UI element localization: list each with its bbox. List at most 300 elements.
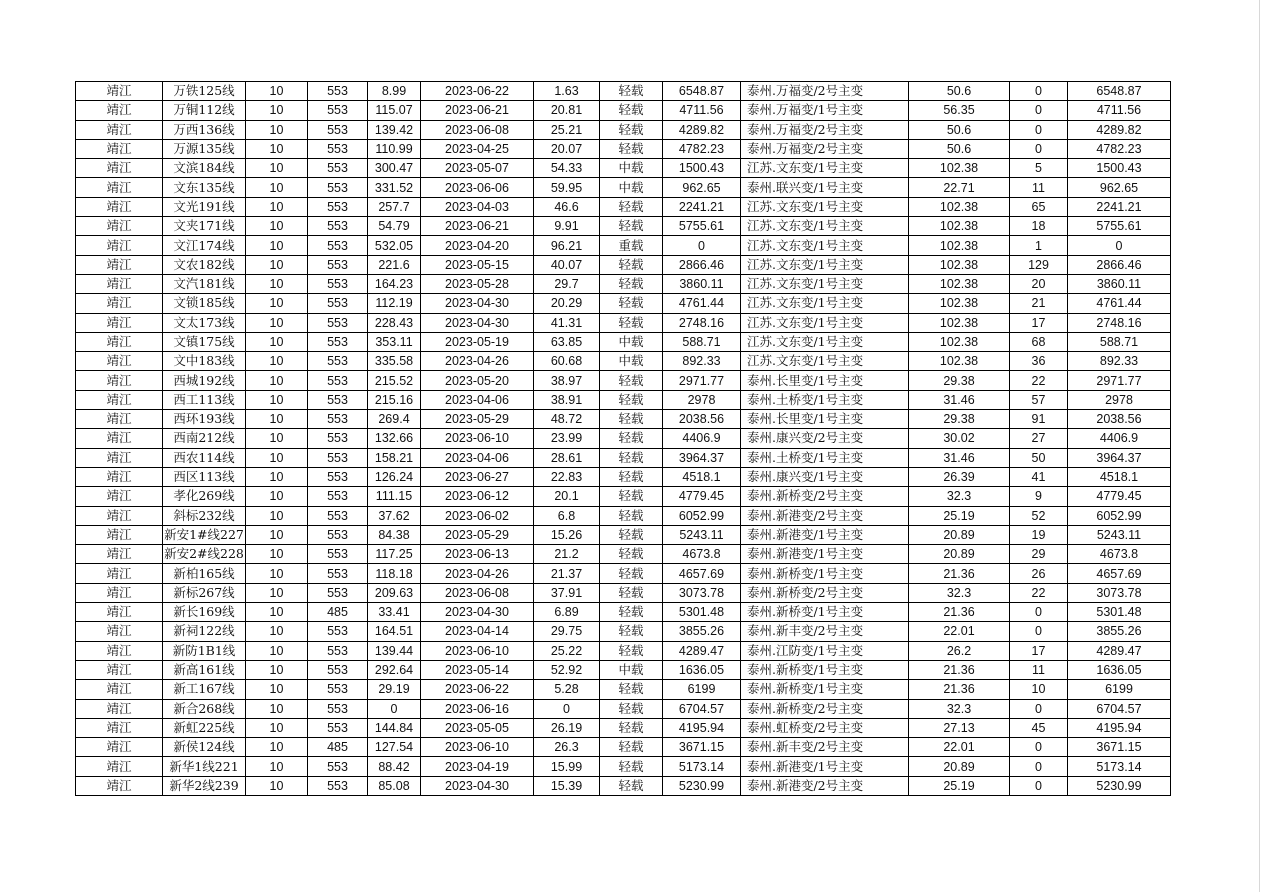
cell-transformer-load-rate: 21.36 bbox=[909, 564, 1010, 583]
cell-transformer: 泰州.万福变/2号主变 bbox=[741, 120, 909, 139]
cell-available-capacity: 5755.61 bbox=[663, 217, 741, 236]
cell-transformer-load-rate: 50.6 bbox=[909, 139, 1010, 158]
cell-open-capacity: 2038.56 bbox=[1068, 410, 1171, 429]
cell-load-rate: 9.91 bbox=[534, 217, 600, 236]
cell-available-capacity: 2748.16 bbox=[663, 313, 741, 332]
cell-capacity: 553 bbox=[308, 332, 368, 351]
cell-capacity: 553 bbox=[308, 583, 368, 602]
cell-voltage: 10 bbox=[246, 352, 308, 371]
cell-open-capacity: 2978 bbox=[1068, 390, 1171, 409]
page-edge-divider bbox=[1259, 0, 1260, 892]
cell-line-name: 西城192线 bbox=[163, 371, 246, 390]
cell-load-rate: 15.39 bbox=[534, 776, 600, 795]
cell-load-rate: 20.81 bbox=[534, 101, 600, 120]
cell-transformer: 江苏.文东变/1号主变 bbox=[741, 197, 909, 216]
cell-capacity: 553 bbox=[308, 622, 368, 641]
cell-load: 126.24 bbox=[368, 467, 421, 486]
cell-load-status: 轻载 bbox=[600, 410, 663, 429]
cell-load-rate: 29.7 bbox=[534, 274, 600, 293]
cell-customer-count: 22 bbox=[1010, 583, 1068, 602]
cell-transformer: 泰州.土桥变/1号主变 bbox=[741, 448, 909, 467]
cell-voltage: 10 bbox=[246, 82, 308, 101]
cell-line-name: 西农114线 bbox=[163, 448, 246, 467]
cell-available-capacity: 3073.78 bbox=[663, 583, 741, 602]
cell-customer-count: 52 bbox=[1010, 506, 1068, 525]
cell-transformer: 江苏.文东变/1号主变 bbox=[741, 159, 909, 178]
cell-date: 2023-05-29 bbox=[421, 525, 534, 544]
cell-load-rate: 41.31 bbox=[534, 313, 600, 332]
cell-capacity: 553 bbox=[308, 487, 368, 506]
cell-county: 靖江 bbox=[76, 583, 163, 602]
cell-customer-count: 68 bbox=[1010, 332, 1068, 351]
cell-load-status: 轻载 bbox=[600, 776, 663, 795]
cell-available-capacity: 6704.57 bbox=[663, 699, 741, 718]
cell-voltage: 10 bbox=[246, 410, 308, 429]
cell-line-name: 西工113线 bbox=[163, 390, 246, 409]
cell-date: 2023-04-30 bbox=[421, 603, 534, 622]
cell-capacity: 553 bbox=[308, 371, 368, 390]
cell-transformer-load-rate: 20.89 bbox=[909, 757, 1010, 776]
cell-capacity: 553 bbox=[308, 410, 368, 429]
cell-customer-count: 19 bbox=[1010, 525, 1068, 544]
cell-transformer-load-rate: 21.36 bbox=[909, 660, 1010, 679]
table-row bbox=[76, 506, 1171, 525]
cell-voltage: 10 bbox=[246, 660, 308, 679]
cell-load-status: 轻载 bbox=[600, 217, 663, 236]
cell-load: 300.47 bbox=[368, 159, 421, 178]
cell-county: 靖江 bbox=[76, 197, 163, 216]
cell-load-rate: 1.63 bbox=[534, 82, 600, 101]
cell-customer-count: 57 bbox=[1010, 390, 1068, 409]
cell-line-name: 新安2#线228 bbox=[163, 545, 246, 564]
cell-date: 2023-06-13 bbox=[421, 545, 534, 564]
cell-load-status: 轻载 bbox=[600, 738, 663, 757]
cell-voltage: 10 bbox=[246, 564, 308, 583]
cell-transformer: 泰州.万福变/2号主变 bbox=[741, 139, 909, 158]
cell-load-rate: 38.91 bbox=[534, 390, 600, 409]
cell-customer-count: 45 bbox=[1010, 718, 1068, 737]
cell-load-rate: 96.21 bbox=[534, 236, 600, 255]
cell-transformer: 江苏.文东变/1号主变 bbox=[741, 313, 909, 332]
cell-capacity: 553 bbox=[308, 525, 368, 544]
cell-open-capacity: 2971.77 bbox=[1068, 371, 1171, 390]
cell-voltage: 10 bbox=[246, 583, 308, 602]
cell-load: 215.16 bbox=[368, 390, 421, 409]
cell-transformer: 江苏.文东变/1号主变 bbox=[741, 352, 909, 371]
cell-date: 2023-05-28 bbox=[421, 274, 534, 293]
cell-transformer: 泰州.新桥变/2号主变 bbox=[741, 699, 909, 718]
cell-load: 228.43 bbox=[368, 313, 421, 332]
cell-open-capacity: 5243.11 bbox=[1068, 525, 1171, 544]
cell-available-capacity: 2241.21 bbox=[663, 197, 741, 216]
cell-customer-count: 0 bbox=[1010, 738, 1068, 757]
cell-load-rate: 29.75 bbox=[534, 622, 600, 641]
cell-capacity: 553 bbox=[308, 217, 368, 236]
cell-load-rate: 37.91 bbox=[534, 583, 600, 602]
cell-date: 2023-06-06 bbox=[421, 178, 534, 197]
cell-date: 2023-06-10 bbox=[421, 641, 534, 660]
cell-date: 2023-05-05 bbox=[421, 718, 534, 737]
cell-county: 靖江 bbox=[76, 506, 163, 525]
cell-capacity: 553 bbox=[308, 274, 368, 293]
cell-open-capacity: 3964.37 bbox=[1068, 448, 1171, 467]
cell-load-status: 轻载 bbox=[600, 429, 663, 448]
cell-capacity: 553 bbox=[308, 390, 368, 409]
cell-voltage: 10 bbox=[246, 506, 308, 525]
cell-load-status: 轻载 bbox=[600, 525, 663, 544]
cell-open-capacity: 4518.1 bbox=[1068, 467, 1171, 486]
cell-transformer: 泰州.新港变/1号主变 bbox=[741, 525, 909, 544]
cell-line-name: 新长169线 bbox=[163, 603, 246, 622]
cell-transformer-load-rate: 32.3 bbox=[909, 583, 1010, 602]
cell-transformer-load-rate: 102.38 bbox=[909, 313, 1010, 332]
cell-load: 29.19 bbox=[368, 680, 421, 699]
cell-voltage: 10 bbox=[246, 603, 308, 622]
cell-voltage: 10 bbox=[246, 718, 308, 737]
cell-date: 2023-04-06 bbox=[421, 390, 534, 409]
cell-county: 靖江 bbox=[76, 236, 163, 255]
cell-voltage: 10 bbox=[246, 776, 308, 795]
cell-transformer: 泰州.新桥变/1号主变 bbox=[741, 660, 909, 679]
cell-load-status: 轻载 bbox=[600, 699, 663, 718]
cell-capacity: 553 bbox=[308, 757, 368, 776]
cell-transformer: 泰州.土桥变/1号主变 bbox=[741, 390, 909, 409]
cell-voltage: 10 bbox=[246, 313, 308, 332]
cell-load: 215.52 bbox=[368, 371, 421, 390]
cell-open-capacity: 2748.16 bbox=[1068, 313, 1171, 332]
cell-line-name: 文夹171线 bbox=[163, 217, 246, 236]
cell-line-name: 文锁185线 bbox=[163, 294, 246, 313]
cell-available-capacity: 2866.46 bbox=[663, 255, 741, 274]
table-row bbox=[76, 660, 1171, 679]
cell-voltage: 10 bbox=[246, 139, 308, 158]
cell-load: 118.18 bbox=[368, 564, 421, 583]
cell-available-capacity: 3964.37 bbox=[663, 448, 741, 467]
cell-available-capacity: 4518.1 bbox=[663, 467, 741, 486]
cell-load-status: 轻载 bbox=[600, 506, 663, 525]
table-row bbox=[76, 255, 1171, 274]
table-row bbox=[76, 622, 1171, 641]
cell-load: 54.79 bbox=[368, 217, 421, 236]
cell-load: 221.6 bbox=[368, 255, 421, 274]
cell-capacity: 553 bbox=[308, 776, 368, 795]
cell-date: 2023-06-08 bbox=[421, 120, 534, 139]
cell-load-status: 轻载 bbox=[600, 583, 663, 602]
cell-load-rate: 26.3 bbox=[534, 738, 600, 757]
cell-transformer-load-rate: 102.38 bbox=[909, 197, 1010, 216]
cell-load-rate: 46.6 bbox=[534, 197, 600, 216]
cell-transformer-load-rate: 22.01 bbox=[909, 738, 1010, 757]
table-row bbox=[76, 776, 1171, 795]
cell-county: 靖江 bbox=[76, 564, 163, 583]
cell-transformer: 泰州.康兴变/1号主变 bbox=[741, 467, 909, 486]
cell-open-capacity: 3860.11 bbox=[1068, 274, 1171, 293]
cell-county: 靖江 bbox=[76, 371, 163, 390]
cell-load-rate: 22.83 bbox=[534, 467, 600, 486]
cell-county: 靖江 bbox=[76, 448, 163, 467]
cell-transformer-load-rate: 29.38 bbox=[909, 371, 1010, 390]
cell-customer-count: 20 bbox=[1010, 274, 1068, 293]
cell-date: 2023-05-07 bbox=[421, 159, 534, 178]
cell-capacity: 553 bbox=[308, 467, 368, 486]
cell-transformer-load-rate: 22.01 bbox=[909, 622, 1010, 641]
cell-county: 靖江 bbox=[76, 738, 163, 757]
cell-voltage: 10 bbox=[246, 255, 308, 274]
table-row bbox=[76, 352, 1171, 371]
cell-open-capacity: 5755.61 bbox=[1068, 217, 1171, 236]
cell-transformer: 泰州.新桥变/2号主变 bbox=[741, 487, 909, 506]
cell-line-name: 万西136线 bbox=[163, 120, 246, 139]
cell-capacity: 553 bbox=[308, 660, 368, 679]
cell-county: 靖江 bbox=[76, 82, 163, 101]
cell-transformer: 江苏.文东变/1号主变 bbox=[741, 294, 909, 313]
cell-load-rate: 48.72 bbox=[534, 410, 600, 429]
cell-capacity: 553 bbox=[308, 82, 368, 101]
cell-available-capacity: 962.65 bbox=[663, 178, 741, 197]
cell-transformer: 泰州.新港变/2号主变 bbox=[741, 776, 909, 795]
cell-transformer-load-rate: 102.38 bbox=[909, 352, 1010, 371]
cell-load: 115.07 bbox=[368, 101, 421, 120]
cell-load: 164.23 bbox=[368, 274, 421, 293]
cell-line-name: 文滨184线 bbox=[163, 159, 246, 178]
table-row bbox=[76, 757, 1171, 776]
cell-line-name: 新高161线 bbox=[163, 660, 246, 679]
cell-available-capacity: 3860.11 bbox=[663, 274, 741, 293]
cell-available-capacity: 4779.45 bbox=[663, 487, 741, 506]
cell-capacity: 485 bbox=[308, 603, 368, 622]
table-row bbox=[76, 410, 1171, 429]
cell-transformer-load-rate: 21.36 bbox=[909, 680, 1010, 699]
cell-transformer: 江苏.文东变/1号主变 bbox=[741, 332, 909, 351]
cell-voltage: 10 bbox=[246, 545, 308, 564]
cell-transformer: 泰州.康兴变/2号主变 bbox=[741, 429, 909, 448]
cell-line-name: 新祠122线 bbox=[163, 622, 246, 641]
cell-open-capacity: 4673.8 bbox=[1068, 545, 1171, 564]
cell-customer-count: 10 bbox=[1010, 680, 1068, 699]
cell-voltage: 10 bbox=[246, 757, 308, 776]
cell-open-capacity: 1500.43 bbox=[1068, 159, 1171, 178]
cell-transformer-load-rate: 102.38 bbox=[909, 236, 1010, 255]
cell-voltage: 10 bbox=[246, 487, 308, 506]
cell-available-capacity: 5173.14 bbox=[663, 757, 741, 776]
cell-customer-count: 29 bbox=[1010, 545, 1068, 564]
cell-voltage: 10 bbox=[246, 429, 308, 448]
cell-load-status: 轻载 bbox=[600, 448, 663, 467]
cell-date: 2023-05-29 bbox=[421, 410, 534, 429]
cell-transformer-load-rate: 102.38 bbox=[909, 255, 1010, 274]
cell-transformer: 泰州.新丰变/2号主变 bbox=[741, 622, 909, 641]
cell-available-capacity: 0 bbox=[663, 236, 741, 255]
cell-date: 2023-06-22 bbox=[421, 82, 534, 101]
cell-transformer: 泰州.江防变/1号主变 bbox=[741, 641, 909, 660]
cell-open-capacity: 4761.44 bbox=[1068, 294, 1171, 313]
table-row bbox=[76, 680, 1171, 699]
cell-available-capacity: 1636.05 bbox=[663, 660, 741, 679]
cell-load-status: 轻载 bbox=[600, 313, 663, 332]
cell-transformer-load-rate: 26.39 bbox=[909, 467, 1010, 486]
cell-county: 靖江 bbox=[76, 217, 163, 236]
cell-line-name: 西区113线 bbox=[163, 467, 246, 486]
cell-transformer-load-rate: 31.46 bbox=[909, 390, 1010, 409]
cell-voltage: 10 bbox=[246, 197, 308, 216]
cell-voltage: 10 bbox=[246, 371, 308, 390]
cell-transformer: 泰州.新桥变/1号主变 bbox=[741, 564, 909, 583]
cell-available-capacity: 588.71 bbox=[663, 332, 741, 351]
cell-customer-count: 0 bbox=[1010, 699, 1068, 718]
cell-transformer-load-rate: 32.3 bbox=[909, 699, 1010, 718]
cell-load: 33.41 bbox=[368, 603, 421, 622]
cell-open-capacity: 5230.99 bbox=[1068, 776, 1171, 795]
cell-open-capacity: 3073.78 bbox=[1068, 583, 1171, 602]
cell-load-rate: 5.28 bbox=[534, 680, 600, 699]
cell-line-name: 新防1B1线 bbox=[163, 641, 246, 660]
cell-capacity: 553 bbox=[308, 564, 368, 583]
cell-load-status: 轻载 bbox=[600, 294, 663, 313]
data-table bbox=[75, 81, 1171, 796]
cell-load-status: 轻载 bbox=[600, 371, 663, 390]
cell-county: 靖江 bbox=[76, 429, 163, 448]
cell-available-capacity: 1500.43 bbox=[663, 159, 741, 178]
cell-transformer-load-rate: 25.19 bbox=[909, 776, 1010, 795]
cell-customer-count: 26 bbox=[1010, 564, 1068, 583]
cell-line-name: 新柏165线 bbox=[163, 564, 246, 583]
cell-load-rate: 20.1 bbox=[534, 487, 600, 506]
table-row bbox=[76, 101, 1171, 120]
cell-county: 靖江 bbox=[76, 680, 163, 699]
cell-county: 靖江 bbox=[76, 274, 163, 293]
cell-transformer-load-rate: 22.71 bbox=[909, 178, 1010, 197]
cell-transformer-load-rate: 50.6 bbox=[909, 82, 1010, 101]
cell-county: 靖江 bbox=[76, 120, 163, 139]
cell-date: 2023-04-30 bbox=[421, 776, 534, 795]
cell-load-rate: 15.99 bbox=[534, 757, 600, 776]
cell-load: 84.38 bbox=[368, 525, 421, 544]
cell-transformer: 泰州.新港变/2号主变 bbox=[741, 506, 909, 525]
cell-voltage: 10 bbox=[246, 236, 308, 255]
cell-open-capacity: 962.65 bbox=[1068, 178, 1171, 197]
cell-available-capacity: 3671.15 bbox=[663, 738, 741, 757]
cell-transformer: 泰州.新桥变/2号主变 bbox=[741, 583, 909, 602]
table-row bbox=[76, 390, 1171, 409]
cell-customer-count: 0 bbox=[1010, 139, 1068, 158]
cell-available-capacity: 6052.99 bbox=[663, 506, 741, 525]
cell-transformer: 泰州.联兴变/1号主变 bbox=[741, 178, 909, 197]
cell-date: 2023-06-16 bbox=[421, 699, 534, 718]
cell-available-capacity: 4289.82 bbox=[663, 120, 741, 139]
cell-open-capacity: 4406.9 bbox=[1068, 429, 1171, 448]
cell-date: 2023-04-25 bbox=[421, 139, 534, 158]
cell-customer-count: 0 bbox=[1010, 120, 1068, 139]
cell-county: 靖江 bbox=[76, 178, 163, 197]
cell-load: 269.4 bbox=[368, 410, 421, 429]
cell-date: 2023-04-30 bbox=[421, 313, 534, 332]
cell-date: 2023-06-10 bbox=[421, 738, 534, 757]
cell-transformer: 泰州.万福变/2号主变 bbox=[741, 82, 909, 101]
cell-line-name: 文光191线 bbox=[163, 197, 246, 216]
cell-customer-count: 17 bbox=[1010, 313, 1068, 332]
cell-customer-count: 91 bbox=[1010, 410, 1068, 429]
cell-load: 112.19 bbox=[368, 294, 421, 313]
cell-load: 37.62 bbox=[368, 506, 421, 525]
cell-county: 靖江 bbox=[76, 641, 163, 660]
cell-voltage: 10 bbox=[246, 217, 308, 236]
cell-line-name: 新华1线221 bbox=[163, 757, 246, 776]
cell-transformer-load-rate: 27.13 bbox=[909, 718, 1010, 737]
cell-capacity: 553 bbox=[308, 545, 368, 564]
cell-customer-count: 129 bbox=[1010, 255, 1068, 274]
cell-line-name: 新华2线239 bbox=[163, 776, 246, 795]
cell-load-rate: 59.95 bbox=[534, 178, 600, 197]
cell-load: 257.7 bbox=[368, 197, 421, 216]
table-row bbox=[76, 429, 1171, 448]
cell-date: 2023-04-14 bbox=[421, 622, 534, 641]
cell-county: 靖江 bbox=[76, 410, 163, 429]
cell-transformer: 泰州.新桥变/1号主变 bbox=[741, 603, 909, 622]
cell-line-name: 文太173线 bbox=[163, 313, 246, 332]
table-row bbox=[76, 139, 1171, 158]
cell-capacity: 553 bbox=[308, 699, 368, 718]
cell-open-capacity: 0 bbox=[1068, 236, 1171, 255]
cell-line-name: 万铜112线 bbox=[163, 101, 246, 120]
cell-load-rate: 25.21 bbox=[534, 120, 600, 139]
cell-date: 2023-06-12 bbox=[421, 487, 534, 506]
cell-transformer-load-rate: 102.38 bbox=[909, 332, 1010, 351]
cell-load-rate: 40.07 bbox=[534, 255, 600, 274]
cell-load-status: 轻载 bbox=[600, 139, 663, 158]
cell-date: 2023-04-06 bbox=[421, 448, 534, 467]
cell-voltage: 10 bbox=[246, 274, 308, 293]
cell-date: 2023-05-19 bbox=[421, 332, 534, 351]
cell-county: 靖江 bbox=[76, 525, 163, 544]
table-row bbox=[76, 699, 1171, 718]
table-row bbox=[76, 448, 1171, 467]
cell-line-name: 文汽181线 bbox=[163, 274, 246, 293]
cell-available-capacity: 4673.8 bbox=[663, 545, 741, 564]
cell-voltage: 10 bbox=[246, 332, 308, 351]
cell-load: 8.99 bbox=[368, 82, 421, 101]
cell-line-name: 新侯124线 bbox=[163, 738, 246, 757]
cell-customer-count: 21 bbox=[1010, 294, 1068, 313]
cell-county: 靖江 bbox=[76, 776, 163, 795]
cell-available-capacity: 4406.9 bbox=[663, 429, 741, 448]
cell-customer-count: 50 bbox=[1010, 448, 1068, 467]
cell-transformer: 泰州.虹桥变/2号主变 bbox=[741, 718, 909, 737]
table-row bbox=[76, 583, 1171, 602]
cell-available-capacity: 6199 bbox=[663, 680, 741, 699]
table-row bbox=[76, 564, 1171, 583]
cell-capacity: 553 bbox=[308, 718, 368, 737]
cell-load: 88.42 bbox=[368, 757, 421, 776]
cell-county: 靖江 bbox=[76, 390, 163, 409]
cell-transformer: 江苏.文东变/1号主变 bbox=[741, 274, 909, 293]
cell-transformer: 泰州.新港变/1号主变 bbox=[741, 757, 909, 776]
cell-line-name: 文农182线 bbox=[163, 255, 246, 274]
cell-open-capacity: 4289.47 bbox=[1068, 641, 1171, 660]
cell-customer-count: 65 bbox=[1010, 197, 1068, 216]
cell-date: 2023-06-27 bbox=[421, 467, 534, 486]
cell-voltage: 10 bbox=[246, 448, 308, 467]
cell-transformer-load-rate: 102.38 bbox=[909, 274, 1010, 293]
table-row bbox=[76, 236, 1171, 255]
cell-capacity: 553 bbox=[308, 448, 368, 467]
cell-open-capacity: 3855.26 bbox=[1068, 622, 1171, 641]
cell-load: 532.05 bbox=[368, 236, 421, 255]
cell-date: 2023-05-20 bbox=[421, 371, 534, 390]
cell-load: 132.66 bbox=[368, 429, 421, 448]
cell-voltage: 10 bbox=[246, 467, 308, 486]
cell-capacity: 553 bbox=[308, 352, 368, 371]
cell-capacity: 553 bbox=[308, 506, 368, 525]
